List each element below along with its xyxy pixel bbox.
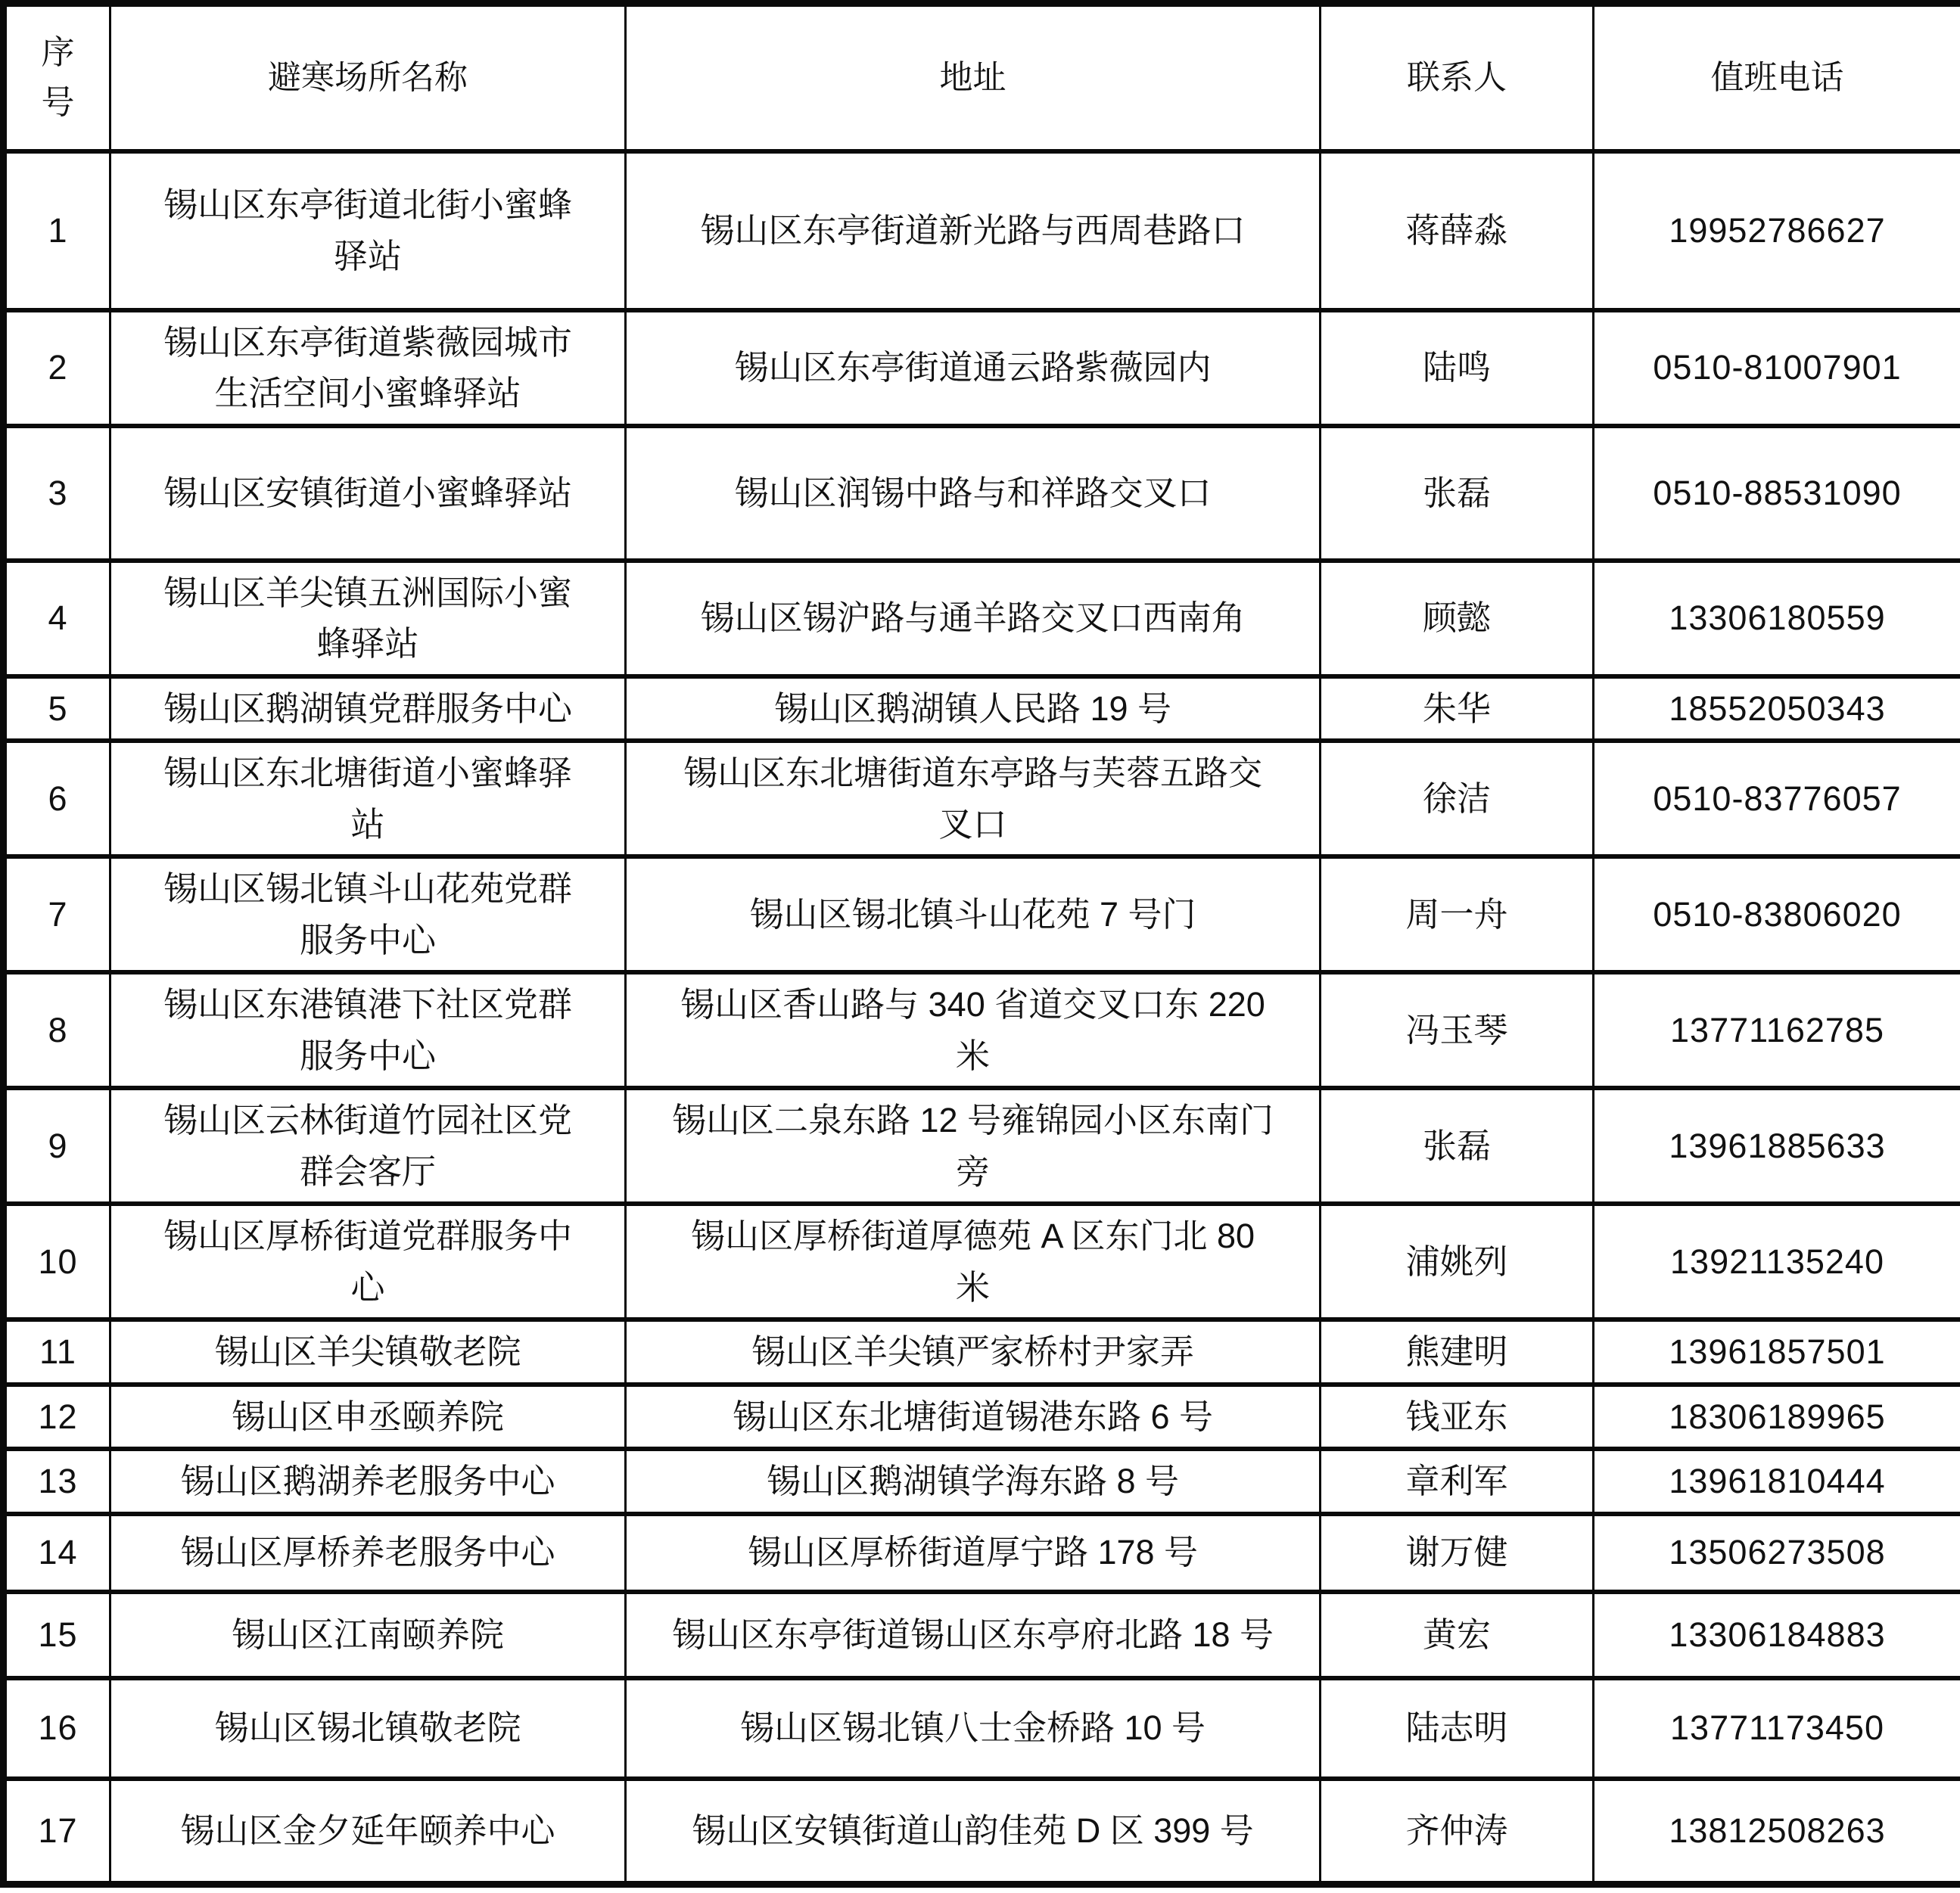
cell-contact: 章利军 [1321,1449,1594,1514]
table-row [4,151,1960,310]
cell-seq: 8 [4,972,110,1088]
cell-seq: 3 [4,426,110,561]
cell-contact: 浦姚列 [1321,1204,1594,1320]
table-row [4,1204,1960,1320]
cell-phone: 13306180559 [1594,561,1960,676]
cell-contact: 陆鸣 [1321,310,1594,426]
table-row [4,741,1960,856]
cell-address: 锡山区东北塘街道锡港东路 6 号 [626,1385,1321,1450]
cell-name: 锡山区安镇街道小蜜蜂驿站 [110,426,626,561]
cell-phone: 0510-83776057 [1594,741,1960,856]
cell-seq: 14 [4,1514,110,1592]
table-row [4,1385,1960,1450]
cell-phone: 13771173450 [1594,1678,1960,1779]
cell-seq: 1 [4,151,110,310]
cell-address: 锡山区羊尖镇严家桥村尹家弄 [626,1320,1321,1385]
cell-address: 锡山区东亭街道新光路与西周巷路口 [626,151,1321,310]
cell-name: 锡山区厚桥养老服务中心 [110,1514,626,1592]
table-body [4,151,1960,1885]
cell-name: 锡山区东北塘街道小蜜蜂驿站 [110,741,626,856]
cell-address: 锡山区东亭街道通云路紫薇园内 [626,310,1321,426]
cell-seq: 15 [4,1592,110,1678]
cell-address: 锡山区厚桥街道厚宁路 178 号 [626,1514,1321,1592]
cell-seq: 2 [4,310,110,426]
cell-name: 锡山区鹅湖镇党群服务中心 [110,676,626,741]
table-row [4,1779,1960,1885]
cell-name: 锡山区金夕延年颐养中心 [110,1779,626,1885]
cell-address: 锡山区香山路与 340 省道交叉口东 220 米 [626,972,1321,1088]
column-header-contact: 联系人 [1321,4,1594,151]
column-header-seq-label: 序号 [41,33,75,121]
cell-address: 锡山区鹅湖镇人民路 19 号 [626,676,1321,741]
cell-address: 锡山区东北塘街道东亭路与芙蓉五路交叉口 [626,741,1321,856]
cell-address: 锡山区鹅湖镇学海东路 8 号 [626,1449,1321,1514]
cell-name: 锡山区锡北镇斗山花苑党群服务中心 [110,856,626,972]
cell-contact: 张磊 [1321,426,1594,561]
column-header-name: 避寒场所名称 [110,4,626,151]
cell-seq: 13 [4,1449,110,1514]
table-row [4,426,1960,561]
table-row [4,1320,1960,1385]
cell-phone: 18306189965 [1594,1385,1960,1450]
cell-phone: 13961810444 [1594,1449,1960,1514]
cell-contact: 周一舟 [1321,856,1594,972]
cell-phone: 0510-81007901 [1594,310,1960,426]
cell-name: 锡山区锡北镇敬老院 [110,1678,626,1779]
cell-phone: 19952786627 [1594,151,1960,310]
cell-contact: 冯玉琴 [1321,972,1594,1088]
cell-address: 锡山区东亭街道锡山区东亭府北路 18 号 [626,1592,1321,1678]
cell-phone: 13812508263 [1594,1779,1960,1885]
cell-phone: 13306184883 [1594,1592,1960,1678]
cell-name: 锡山区申丞颐养院 [110,1385,626,1450]
column-header-seq [4,4,110,151]
cell-contact: 徐洁 [1321,741,1594,856]
cell-contact: 钱亚东 [1321,1385,1594,1450]
cell-contact: 蒋薛淼 [1321,151,1594,310]
table-row [4,856,1960,972]
cell-address: 锡山区锡北镇斗山花苑 7 号门 [626,856,1321,972]
cell-name: 锡山区东亭街道紫薇园城市生活空间小蜜蜂驿站 [110,310,626,426]
cell-contact: 张磊 [1321,1088,1594,1204]
cell-name: 锡山区东亭街道北街小蜜蜂驿站 [110,151,626,310]
table-row [4,561,1960,676]
cell-phone: 0510-88531090 [1594,426,1960,561]
cell-name: 锡山区厚桥街道党群服务中心 [110,1204,626,1320]
cell-address: 锡山区锡北镇八士金桥路 10 号 [626,1678,1321,1779]
table-row [4,310,1960,426]
cell-phone: 13961885633 [1594,1088,1960,1204]
cell-contact: 黄宏 [1321,1592,1594,1678]
cell-seq: 10 [4,1204,110,1320]
cell-name: 锡山区东港镇港下社区党群服务中心 [110,972,626,1088]
cell-phone: 13921135240 [1594,1204,1960,1320]
cell-name: 锡山区羊尖镇五洲国际小蜜蜂驿站 [110,561,626,676]
cell-name: 锡山区云林街道竹园社区党群会客厅 [110,1088,626,1204]
table-row [4,676,1960,741]
table-row [4,1678,1960,1779]
table-row [4,1592,1960,1678]
cell-name: 锡山区鹅湖养老服务中心 [110,1449,626,1514]
cell-seq: 9 [4,1088,110,1204]
cell-contact: 谢万健 [1321,1514,1594,1592]
cell-seq: 16 [4,1678,110,1779]
cell-name: 锡山区江南颐养院 [110,1592,626,1678]
cell-address: 锡山区润锡中路与和祥路交叉口 [626,426,1321,561]
cell-seq: 17 [4,1779,110,1885]
cell-contact: 齐仲涛 [1321,1779,1594,1885]
cell-seq: 11 [4,1320,110,1385]
cell-phone: 18552050343 [1594,676,1960,741]
cell-address: 锡山区安镇街道山韵佳苑 D 区 399 号 [626,1779,1321,1885]
cell-phone: 13506273508 [1594,1514,1960,1592]
cell-seq: 7 [4,856,110,972]
cell-phone: 0510-83806020 [1594,856,1960,972]
header-row [4,4,1960,151]
cell-phone: 13961857501 [1594,1320,1960,1385]
table-row [4,1088,1960,1204]
cell-address: 锡山区二泉东路 12 号雍锦园小区东南门旁 [626,1088,1321,1204]
cell-name: 锡山区羊尖镇敬老院 [110,1320,626,1385]
cell-contact: 顾懿 [1321,561,1594,676]
table-header [4,4,1960,151]
cell-contact: 朱华 [1321,676,1594,741]
column-header-address: 地址 [626,4,1321,151]
cell-address: 锡山区锡沪路与通羊路交叉口西南角 [626,561,1321,676]
cell-seq: 12 [4,1385,110,1450]
cell-phone: 13771162785 [1594,972,1960,1088]
cell-seq: 4 [4,561,110,676]
column-header-phone: 值班电话 [1594,4,1960,151]
cell-contact: 熊建明 [1321,1320,1594,1385]
cell-contact: 陆志明 [1321,1678,1594,1779]
table-row [4,972,1960,1088]
cell-address: 锡山区厚桥街道厚德苑 A 区东门北 80 米 [626,1204,1321,1320]
cell-seq: 6 [4,741,110,856]
table-row [4,1514,1960,1592]
table-row [4,1449,1960,1514]
cell-seq: 5 [4,676,110,741]
